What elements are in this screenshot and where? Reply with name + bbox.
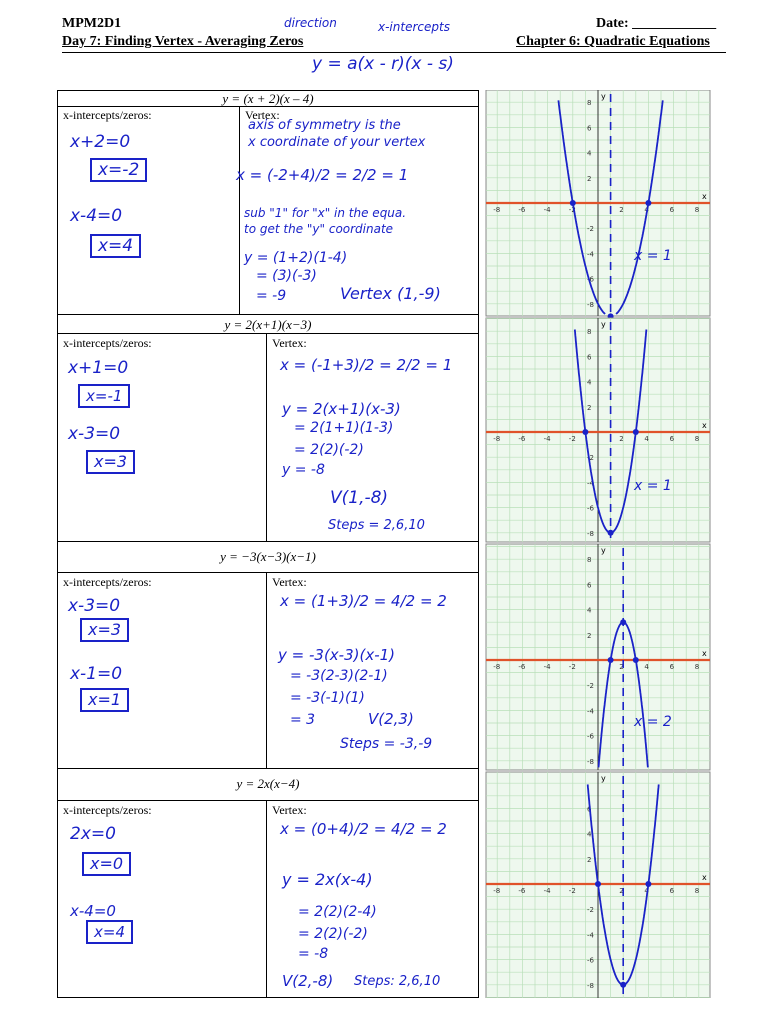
y-tick-label: 6: [587, 124, 592, 133]
course-code: MPM2D1: [62, 16, 122, 31]
note-intercepts: x-intercepts: [378, 20, 450, 34]
x-tick-label: -2: [568, 206, 576, 214]
vertex-step: axis of symmetry is the: [248, 118, 401, 133]
x-tick-label: 2: [619, 435, 624, 443]
y-tick-label: 2: [587, 855, 592, 864]
y-tick-label: 6: [587, 353, 592, 362]
x-tick-label: 4: [644, 435, 649, 443]
zero-answer: x=3: [80, 618, 129, 642]
x-axis-label: x: [702, 649, 707, 658]
y-tick-label: -2: [587, 906, 594, 915]
axis-note: x = 1: [634, 248, 672, 264]
y-axis-label: y: [601, 546, 606, 555]
y-tick-label: -4: [587, 250, 594, 259]
y-tick-label: -6: [587, 275, 594, 284]
x-tick-label: -4: [543, 435, 551, 443]
x-tick-label: 8: [694, 435, 700, 443]
vertex-step: = -9: [256, 288, 287, 304]
zero-point: [645, 200, 651, 206]
x-tick-label: -8: [493, 887, 501, 895]
x-tick-label: 2: [619, 206, 624, 214]
zero-eq: x+2=0: [70, 132, 131, 152]
x-axis-label: x: [702, 421, 707, 430]
x-tick-label: -6: [518, 887, 526, 895]
zero-eq: x-1=0: [70, 664, 123, 684]
zero-point: [570, 200, 576, 206]
y-tick-label: 8: [587, 99, 592, 108]
vertex-label: Vertex:: [272, 803, 307, 817]
y-tick-label: 2: [587, 631, 592, 640]
x-tick-label: 6: [669, 435, 675, 443]
y-axis-label: y: [601, 92, 606, 101]
vertex-label: Vertex:: [245, 108, 280, 122]
zero-answer: x=-1: [78, 384, 130, 408]
x-tick-label: -4: [543, 887, 551, 895]
section-rule: [57, 314, 479, 315]
vertex-label: Vertex:: [272, 336, 307, 350]
y-tick-label: 8: [587, 556, 592, 565]
y-tick-label: -8: [587, 981, 594, 990]
header-rule: [62, 52, 726, 53]
zero-answer: x=3: [86, 450, 135, 474]
col-rule: [266, 333, 267, 541]
x-tick-label: -8: [493, 663, 501, 671]
x-tick-label: 4: [644, 663, 649, 671]
vertex-step: = (3)(-3): [256, 268, 317, 284]
y-tick-label: -2: [587, 225, 594, 234]
vertex-step: x = (1+3)/2 = 4/2 = 2: [280, 592, 447, 610]
note-formula: y = a(x - r)(x - s): [312, 54, 454, 74]
vertex-step: = -8: [298, 946, 329, 962]
x-tick-label: -8: [493, 206, 501, 214]
y-tick-label: -4: [587, 479, 594, 488]
row-rule: [57, 333, 479, 334]
zero-answer: x=4: [86, 920, 133, 944]
x-tick-label: -6: [518, 206, 526, 214]
y-tick-label: 2: [587, 174, 592, 183]
vertex-step: x coordinate of your vertex: [248, 135, 426, 150]
zeros-label: x-intercepts/zeros:: [63, 108, 152, 122]
x-axis-label: x: [702, 192, 707, 201]
vertex-steps: Steps = 2,6,10: [328, 518, 425, 533]
x-tick-label: 6: [669, 887, 675, 895]
section-rule: [57, 541, 479, 542]
x-tick-label: -6: [518, 435, 526, 443]
vertex-step: = 2(2)(-2): [294, 442, 364, 458]
zero-answer: x=4: [90, 234, 141, 258]
zero-eq: 2x=0: [70, 824, 116, 844]
vertex-label: Vertex:: [272, 575, 307, 589]
y-axis-label: y: [601, 320, 606, 329]
equation-3: y = −3(x−3)(x−1): [220, 549, 316, 564]
vertex-step: x = (-1+3)/2 = 2/2 = 1: [280, 356, 453, 374]
axis-note: x = 1: [634, 478, 672, 494]
x-tick-label: 4: [644, 206, 649, 214]
vertex-step: y = 2x(x-4): [282, 870, 373, 889]
y-tick-label: -8: [587, 757, 594, 766]
vertex-step: = 2(1+1)(1-3): [294, 420, 394, 436]
chapter-title: Chapter 6: Quadratic Equations: [516, 34, 710, 49]
y-tick-label: -8: [587, 529, 594, 538]
zeros-label: x-intercepts/zeros:: [63, 803, 152, 817]
x-tick-label: 6: [669, 206, 675, 214]
col-rule: [266, 572, 267, 768]
vertex-steps: Steps = -3,-9: [340, 736, 433, 752]
y-axis-label: y: [601, 774, 606, 783]
zero-point: [633, 429, 639, 435]
x-tick-label: 8: [694, 663, 700, 671]
y-tick-label: 8: [587, 328, 592, 337]
table-left: [57, 90, 58, 998]
vertex-point: [608, 530, 614, 536]
row-rule: [57, 800, 479, 801]
x-tick-label: 6: [669, 663, 675, 671]
equation-4: y = 2x(x−4): [236, 776, 300, 791]
date-label: Date: ____________: [596, 16, 717, 31]
vertex-step: = 2(2)(-2): [298, 926, 368, 942]
col-rule: [266, 800, 267, 997]
y-tick-label: 6: [587, 805, 592, 814]
equation-1: y = (x + 2)(x – 4): [222, 91, 314, 106]
x-tick-label: 2: [619, 887, 624, 895]
vertex-step: y = (1+2)(1-4): [244, 250, 348, 266]
zero-point: [608, 657, 614, 663]
vertex-point: [620, 619, 626, 625]
table-right: [478, 90, 479, 998]
vertex-result: Vertex (1,-9): [340, 284, 441, 303]
lesson-title: Day 7: Finding Vertex - Averaging Zeros: [62, 34, 304, 49]
y-tick-label: -6: [587, 732, 594, 741]
x-tick-label: 8: [694, 206, 700, 214]
zeros-label: x-intercepts/zeros:: [63, 575, 152, 589]
zero-eq: x-3=0: [68, 596, 121, 616]
table-bottom: [57, 997, 479, 998]
y-tick-label: -2: [587, 454, 594, 463]
y-tick-label: 2: [587, 403, 592, 412]
x-tick-label: -2: [568, 663, 576, 671]
zero-eq: x-4=0: [70, 206, 123, 226]
vertex-step: to get the "y" coordinate: [244, 222, 394, 236]
vertex-point: [620, 982, 626, 988]
y-tick-label: -8: [587, 300, 594, 309]
y-tick-label: -4: [587, 931, 594, 940]
section-rule: [57, 768, 479, 769]
x-tick-label: -4: [543, 206, 551, 214]
zero-answer: x=1: [80, 688, 129, 712]
x-tick-label: 2: [619, 663, 624, 671]
x-tick-label: 8: [694, 887, 700, 895]
vertex-step: y = 2(x+1)(x-3): [282, 400, 401, 418]
zero-point: [582, 429, 588, 435]
x-tick-label: -6: [518, 663, 526, 671]
x-tick-label: -2: [568, 887, 576, 895]
y-tick-label: -4: [587, 707, 594, 716]
vertex-step: = -3(-1)(1): [290, 690, 365, 706]
y-tick-label: 4: [587, 606, 592, 615]
col-rule: [239, 106, 240, 314]
vertex-step: = -3(2-3)(2-1): [290, 668, 388, 684]
zero-answer: x=0: [82, 852, 131, 876]
y-tick-label: -6: [587, 956, 594, 965]
vertex-step: = 2(2)(2-4): [298, 904, 377, 920]
vertex-step: x = (0+4)/2 = 4/2 = 2: [280, 820, 447, 838]
x-tick-label: 4: [644, 887, 649, 895]
y-tick-label: 4: [587, 830, 592, 839]
vertex-step: y = -3(x-3)(x-1): [278, 646, 396, 664]
y-tick-label: -6: [587, 504, 594, 513]
vertex-step: y = -8: [282, 462, 325, 478]
graph-column: [484, 90, 712, 998]
x-tick-label: -4: [543, 663, 551, 671]
x-tick-label: -8: [493, 435, 501, 443]
x-axis-label: x: [702, 873, 707, 882]
vertex-result: V(1,-8): [330, 488, 389, 508]
zero-eq: x-4=0: [70, 902, 116, 920]
zeros-label: x-intercepts/zeros:: [63, 336, 152, 350]
zero-point: [645, 881, 651, 887]
zero-point: [595, 881, 601, 887]
zero-eq: x-3=0: [68, 424, 121, 444]
y-tick-label: -2: [587, 682, 594, 691]
vertex-steps: Steps: 2,6,10: [354, 974, 441, 989]
zero-eq: x+1=0: [68, 358, 129, 378]
y-tick-label: 4: [587, 149, 592, 158]
row-rule: [57, 572, 479, 573]
note-direction: direction: [284, 16, 337, 30]
y-tick-label: 4: [587, 378, 592, 387]
vertex-step: = 3: [290, 712, 316, 728]
vertex-step: sub "1" for "x" in the equa.: [244, 206, 407, 220]
zero-answer: x=-2: [90, 158, 147, 182]
x-tick-label: -2: [568, 435, 576, 443]
zero-point: [633, 657, 639, 663]
y-tick-label: 6: [587, 581, 592, 590]
axis-note: x = 2: [634, 714, 672, 730]
vertex-result: V(2,-8): [282, 972, 334, 990]
equation-2: y = 2(x+1)(x−3): [224, 317, 312, 332]
vertex-result: V(2,3): [368, 710, 414, 728]
vertex-step: x = (-2+4)/2 = 2/2 = 1: [236, 166, 409, 184]
